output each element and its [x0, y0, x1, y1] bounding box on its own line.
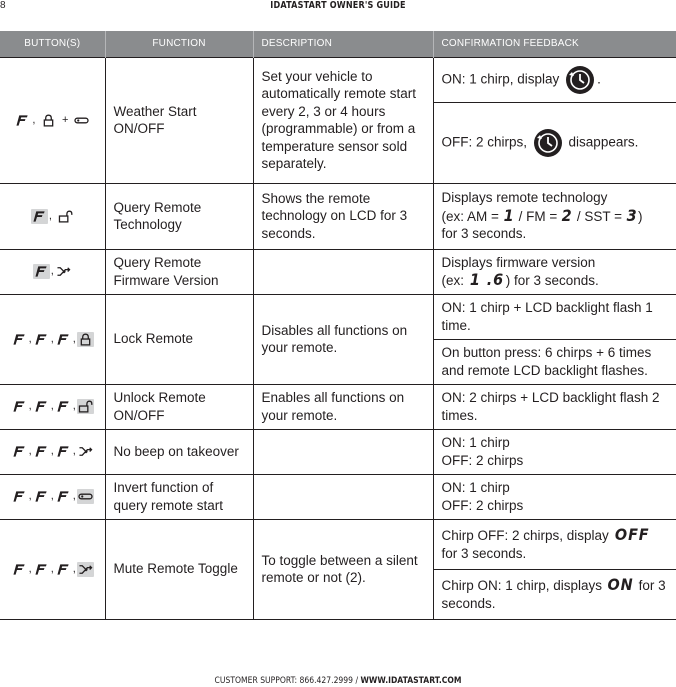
- feedback-text: / SST =: [576, 208, 623, 224]
- key-icon: [77, 489, 94, 504]
- feedback-cell: [433, 57, 676, 102]
- feedback-cell: [433, 569, 676, 619]
- feedback-text: disappears.: [568, 134, 639, 150]
- separator: ,: [50, 445, 54, 458]
- feedback-text: for 3 seconds.: [441, 545, 527, 561]
- button-combo: [0, 474, 105, 519]
- feedback-cell: On button press: 6 chirps + 6 times and remote LCD backlight flashes.: [433, 339, 676, 384]
- feedback-cell: [433, 249, 676, 294]
- unlock-icon: [77, 399, 94, 414]
- separator: ,: [28, 400, 32, 413]
- feedback-cell: [433, 474, 676, 519]
- f-button-icon: [11, 444, 28, 459]
- table-row: [0, 183, 676, 249]
- f-button-icon: [31, 209, 48, 224]
- lcd-digit: 1: [503, 205, 515, 225]
- table-row: [0, 519, 676, 569]
- feedback-text: .: [597, 71, 601, 87]
- feedback-cell: [433, 429, 676, 474]
- lcd-digit: 3: [626, 205, 638, 225]
- table-row: [0, 57, 676, 102]
- feedback-text: OFF: 2 chirps: [441, 497, 524, 513]
- separator: ,: [50, 400, 54, 413]
- feedback-text: Chirp OFF: 2 chirps, display: [441, 528, 609, 543]
- f-button-icon: [33, 562, 50, 577]
- column-header-feedback: CONFIRMATION FEEDBACK: [433, 31, 676, 57]
- feedback-cell: [433, 519, 676, 569]
- description-cell: Shows the remote technology on LCD for 3 seconds.: [253, 183, 433, 249]
- separator: ,: [50, 332, 54, 345]
- f-button-icon: [33, 489, 50, 504]
- feedback-text: Displays firmware version: [441, 254, 596, 270]
- function-cell: Weather Start ON/OFF: [105, 57, 253, 183]
- button-combo: [0, 57, 105, 183]
- separator: ,: [50, 490, 54, 503]
- f-button-icon: [55, 444, 72, 459]
- separator: ,: [72, 562, 76, 575]
- f-button-icon: [11, 489, 28, 504]
- description-cell: [253, 474, 433, 519]
- table-row: [0, 384, 676, 429]
- description-cell: To toggle between a silent remote or not (2).: [253, 519, 433, 619]
- feedback-text: ON: 1 chirp: [441, 480, 510, 495]
- function-cell: Query Remote Firmware Version: [105, 249, 253, 294]
- key-icon: [73, 113, 90, 128]
- support-phone: CUSTOMER SUPPORT: 866.427.2999 /: [214, 676, 359, 686]
- lcd-digit: 1 .6: [469, 270, 504, 289]
- f-button-icon: [14, 113, 31, 128]
- button-combo: [0, 294, 105, 384]
- function-cell: Lock Remote: [105, 294, 253, 384]
- lock-icon: [77, 332, 94, 347]
- table-row: [0, 474, 676, 519]
- table-row: [0, 429, 676, 474]
- horn-icon: [77, 562, 94, 577]
- f-button-icon: [55, 489, 72, 504]
- description-cell: Disables all functions on your remote.: [253, 294, 433, 384]
- description-cell: Set your vehicle to automatically remote start every 2, 3 or 4 hours (programmable) or from a temperature sensor sold separately.: [253, 57, 433, 183]
- features-table: [0, 31, 676, 620]
- button-combo: [0, 384, 105, 429]
- f-button-icon: [33, 264, 50, 279]
- separator: ,: [28, 445, 32, 458]
- feedback-text: ON: 1 chirp, display: [441, 71, 560, 87]
- feedback-cell: ON: 1 chirp + LCD backlight flash 1 time.: [433, 294, 676, 339]
- feedback-text: (ex:: [441, 273, 465, 288]
- clock-icon: [565, 65, 595, 95]
- table-header-row: [0, 31, 676, 57]
- f-button-icon: [55, 562, 72, 577]
- column-header-buttons: BUTTON(S): [0, 31, 105, 57]
- separator: +: [61, 113, 69, 126]
- f-button-icon: [55, 399, 72, 414]
- feedback-cell: ON: 2 chirps + LCD backlight flash 2 times.: [433, 384, 676, 429]
- description-cell: Enables all functions on your remote.: [253, 384, 433, 429]
- button-combo: [0, 249, 105, 294]
- clock-icon: [533, 128, 563, 158]
- feedback-text: (ex: AM =: [441, 208, 499, 224]
- feedback-text: ): [637, 208, 643, 224]
- function-cell: Invert function of query remote start: [105, 474, 253, 519]
- f-button-icon: [55, 332, 72, 347]
- lock-icon: [40, 113, 57, 128]
- f-button-icon: [33, 399, 50, 414]
- lcd-text: ON: [607, 575, 634, 594]
- table-row: [0, 294, 676, 339]
- separator: ,: [72, 490, 76, 503]
- separator: ,: [72, 400, 76, 413]
- column-header-description: DESCRIPTION: [253, 31, 433, 57]
- separator: ,: [28, 490, 32, 503]
- button-combo: [0, 183, 105, 249]
- footer: [51, 675, 626, 687]
- table-row: [0, 249, 676, 294]
- button-combo: [0, 429, 105, 474]
- function-cell: Unlock Remote ON/OFF: [105, 384, 253, 429]
- feedback-text: Chirp ON: 1 chirp, displays: [441, 578, 603, 593]
- separator: ,: [48, 209, 52, 222]
- description-cell: [253, 429, 433, 474]
- column-header-function: FUNCTION: [105, 31, 253, 57]
- f-button-icon: [11, 399, 28, 414]
- feedback-text: OFF: 2 chirps,: [441, 134, 528, 150]
- page-number: 8: [0, 0, 6, 11]
- separator: ,: [32, 113, 36, 126]
- f-button-icon: [11, 562, 28, 577]
- feedback-text: / FM =: [518, 208, 558, 224]
- feedback-text: Displays remote technology: [441, 190, 608, 206]
- separator: ,: [50, 265, 54, 278]
- lcd-text: OFF: [614, 525, 650, 544]
- separator: ,: [72, 332, 76, 345]
- lcd-digit: 2: [561, 205, 573, 225]
- feedback-cell: [433, 183, 676, 249]
- unlock-icon: [57, 209, 74, 224]
- function-cell: Mute Remote Toggle: [105, 519, 253, 619]
- horn-icon: [55, 264, 72, 279]
- function-cell: Query Remote Technology: [105, 183, 253, 249]
- f-button-icon: [33, 332, 50, 347]
- feedback-text: ) for 3 seconds.: [505, 273, 599, 288]
- feedback-text: ON: 1 chirp: [441, 435, 510, 450]
- separator: ,: [50, 562, 54, 575]
- description-cell: [253, 249, 433, 294]
- horn-icon: [77, 444, 94, 459]
- f-button-icon: [33, 444, 50, 459]
- button-combo: [0, 519, 105, 619]
- guide-title: IDATASTART OWNER'S GUIDE: [270, 0, 406, 11]
- separator: ,: [28, 332, 32, 345]
- function-cell: No beep on takeover: [105, 429, 253, 474]
- feedback-cell: [433, 102, 676, 183]
- website-link[interactable]: WWW.IDATASTART.COM: [360, 676, 462, 686]
- feedback-text: for 3 seconds.: [441, 226, 527, 242]
- f-button-icon: [11, 332, 28, 347]
- separator: ,: [72, 445, 76, 458]
- separator: ,: [28, 562, 32, 575]
- feedback-text: OFF: 2 chirps: [441, 452, 524, 468]
- feedback-text: for 3 seconds.: [441, 578, 666, 611]
